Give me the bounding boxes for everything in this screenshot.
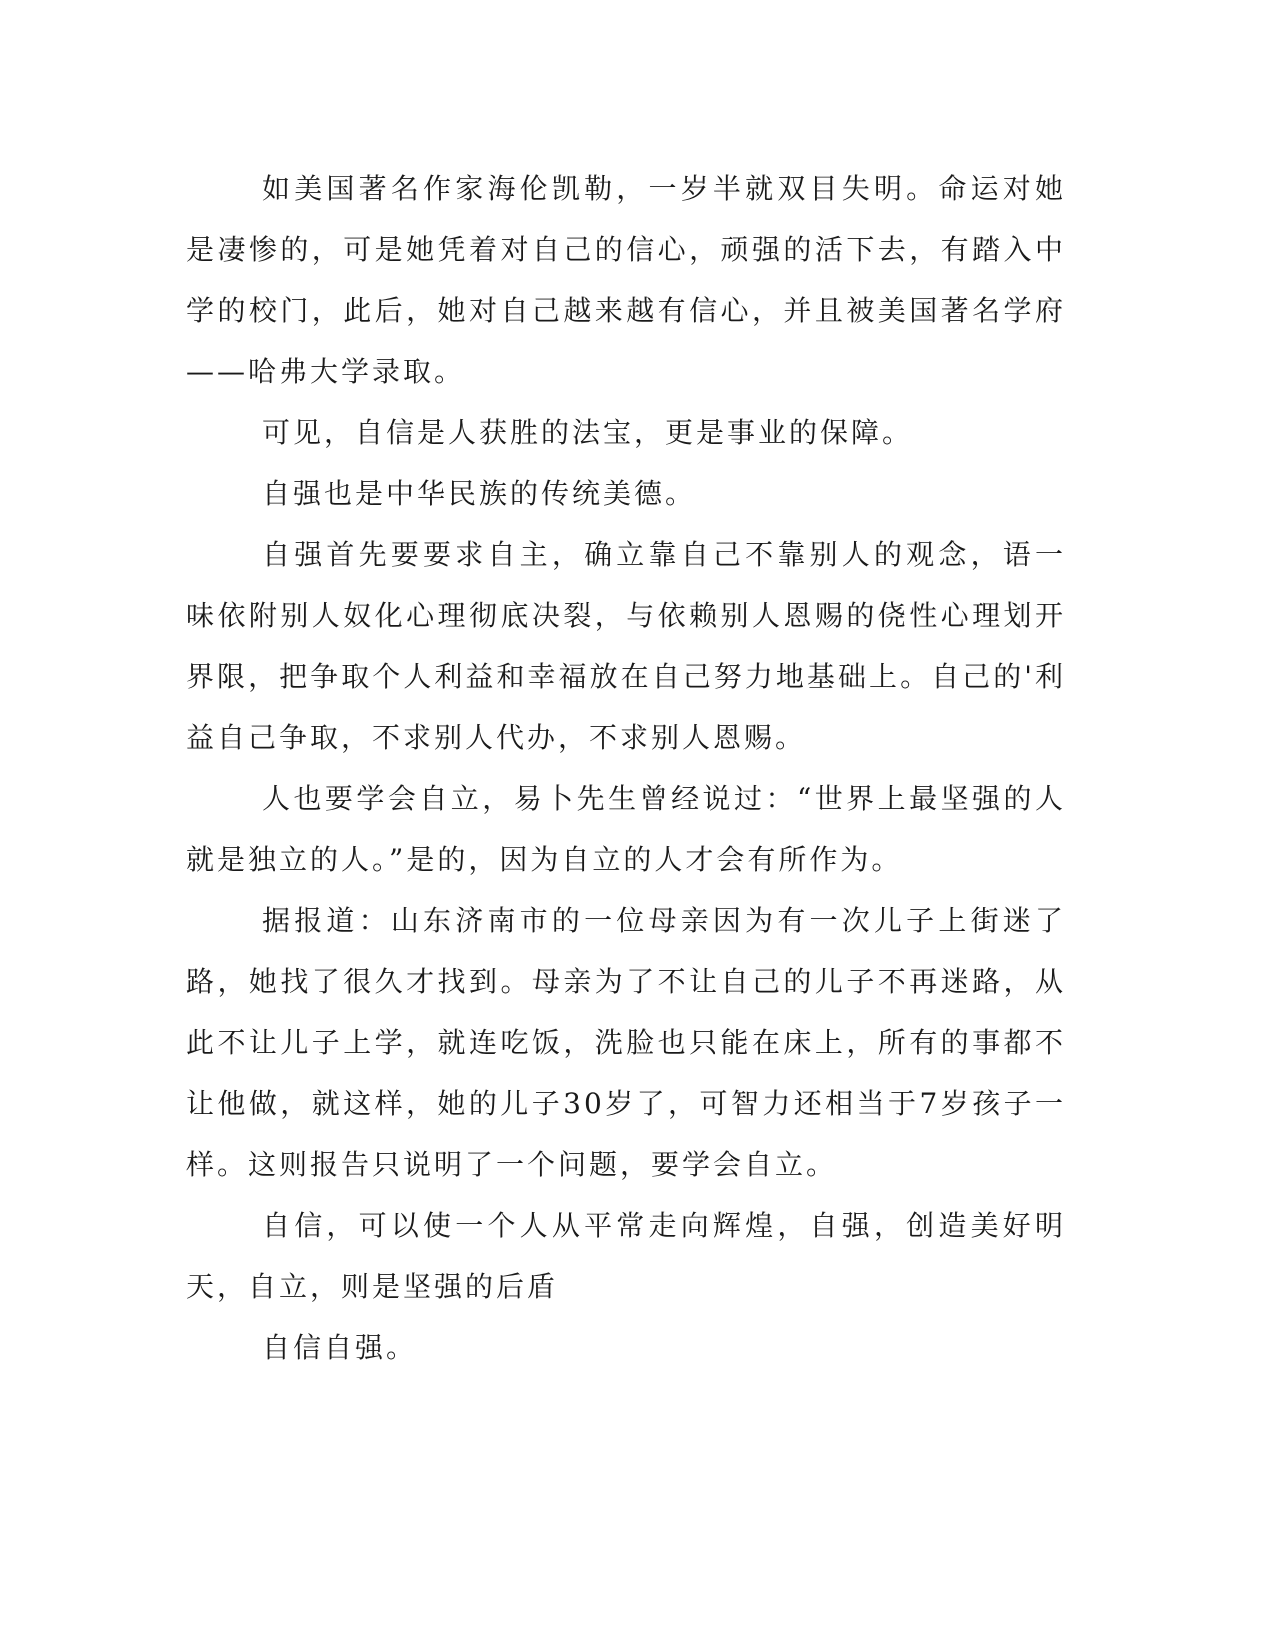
paragraph-helen-keller: 如美国著名作家海伦凯勒，一岁半就双目失明。命运对她是凄惨的，可是她凭着对自己的信心，顽强的活下去，有踏入中学的校门，此后，她对自己越来越有信心，并且被美国著名学府——哈弗大学录取。 [186, 172, 1066, 388]
paragraph-independence-quote: 人也要学会自立，易卜先生曾经说过：“世界上最坚强的人就是独立的人。”是的，因为自立的人才会有所作为。 [186, 782, 1066, 876]
paragraph-confidence-conclusion: 可见，自信是人获胜的法宝，更是事业的保障。 [262, 416, 914, 449]
paragraph-news-report: 据报道：山东济南市的一位母亲因为有一次儿子上街迷了路，她找了很久才找到。母亲为了不让自己的儿子不再迷路，从此不让儿子上学，就连吃饭，洗脸也只能在床上，所有的事都不让他做，就这样，她的儿子30岁了，可智力还相当于7岁孩子一样。这则报告只说明了一个问题，要学会自立。 [186, 904, 1066, 1181]
paragraph-closing: 自信自强。 [262, 1331, 418, 1364]
paragraph-summary: 自信，可以使一个人从平常走向辉煌，自强，创造美好明天，自立，则是坚强的后盾 [186, 1209, 1066, 1303]
document-body [186, 158, 1066, 1378]
paragraph-self-reliance: 自强首先要要求自主，确立靠自己不靠别人的观念，语一味依附别人奴化心理彻底决裂，与依赖别人恩赐的侥性心理划开界限，把争取个人利益和幸福放在自己努力地基础上。自己的'利益自己争取，不求别人代办，不求别人恩赐。 [186, 538, 1066, 754]
paragraph-self-strength-virtue: 自强也是中华民族的传统美德。 [262, 477, 697, 510]
